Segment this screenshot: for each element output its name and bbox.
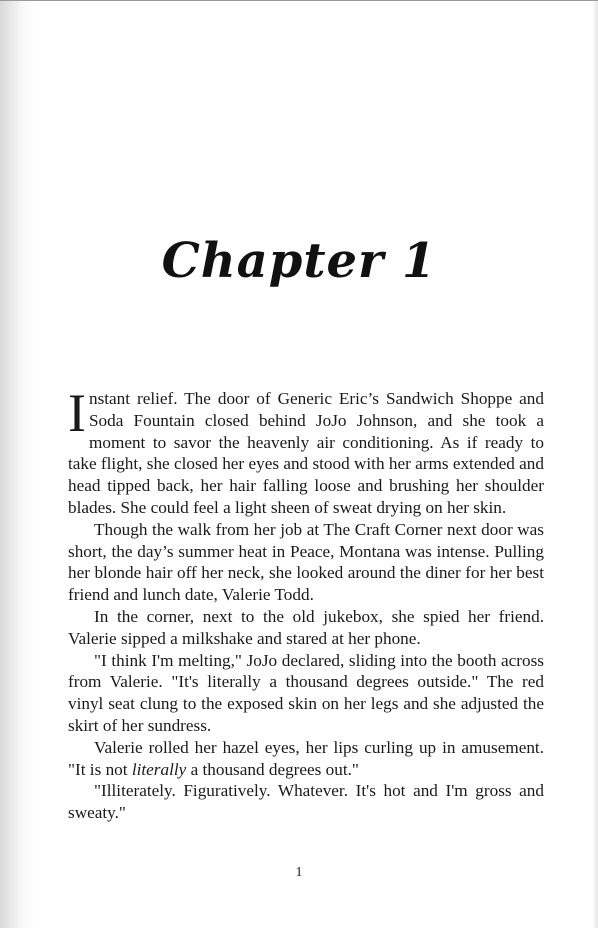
paragraph-5 — [68, 737, 544, 781]
chapter-body-text — [68, 383, 544, 824]
paragraph-5-text-before: Valerie rolled her hazel eyes, her lips curling up in amusement. "It is not — [68, 737, 544, 779]
paragraph-2: Though the walk from her job at The Craft Corner next door was short, the day’s summer heat in Peace, Montana was intense. Pulling her blonde hair off her neck, she looked around the diner for her best friend and lunch date, Valerie Todd. — [68, 519, 544, 605]
paragraph-1-text: nstant relief. The door of Generic Eric’s Sandwich Shoppe and Soda Fountain closed behind JoJo Johnson, and she took a moment to savor the heavenly air conditioning. As if ready to take flight, she closed her eyes and stood with her arms extended and head tipped back, her hair falling loose and brushing her shoulder blades. She could feel a light sheen of sweat drying on her skin. — [68, 389, 544, 517]
chapter-title: Chapter 1 — [161, 233, 437, 289]
page-right-edge-shadow — [592, 1, 598, 928]
paragraph-5-text-after: a thousand degrees out." — [186, 759, 359, 779]
drop-cap: I — [68, 383, 86, 443]
emphasis-literally: literally — [131, 759, 187, 779]
paragraph-1 — [68, 383, 544, 519]
paragraph-3: In the corner, next to the old jukebox, she spied her friend. Valerie sipped a milkshake and stared at her phone. — [68, 606, 544, 648]
paragraph-6: "Illiterately. Figuratively. Whatever. It's hot and I'm gross and sweaty." — [68, 781, 544, 823]
page-number: 1 — [295, 865, 303, 880]
page-left-edge-shadow — [0, 1, 34, 928]
paragraph-4: "I think I'm melting," JoJo declared, sliding into the booth across from Valerie. "It's literally a thousand degrees outside." The red vinyl seat clung to the exposed skin on her legs and she adjusted the skirt of her sundress. — [68, 650, 544, 735]
